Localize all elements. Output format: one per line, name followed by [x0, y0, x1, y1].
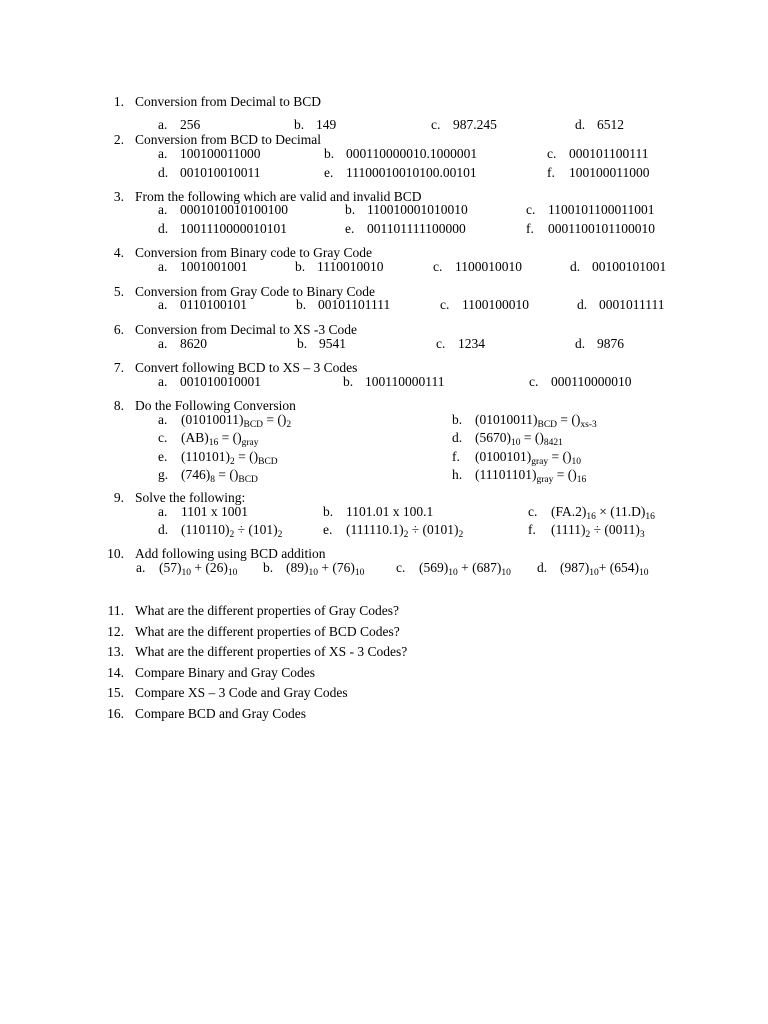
option-label: d. — [158, 165, 169, 180]
expression-text: = () — [520, 430, 544, 445]
question-number: 7. — [113, 360, 124, 375]
expression-subscript: 10 — [227, 568, 238, 578]
expression-text: (11101101) — [475, 467, 537, 482]
option-value: 9541 — [319, 336, 346, 351]
expression-subscript: 8421 — [543, 438, 563, 448]
expression-subscript: 10 — [511, 438, 521, 448]
option-label: a. — [158, 297, 168, 312]
expression-subscript: 2 — [403, 530, 409, 540]
expression-subscript: BCD — [243, 420, 264, 430]
question-number: 3. — [113, 189, 124, 204]
question-number: 13. — [107, 644, 124, 659]
expression-text: (110101) — [181, 449, 230, 464]
question-text: Do the Following Conversion — [135, 398, 296, 413]
expression-subscript: 2 — [585, 530, 591, 540]
option-value: 0001100101100010 — [548, 221, 655, 236]
expression-text: (AB) — [181, 430, 209, 445]
option-value: 1110010010 — [317, 259, 384, 274]
option-value: 000110000010 — [551, 374, 632, 389]
expression-subscript: 2 — [229, 530, 235, 540]
expression-text: (01010011) — [475, 412, 538, 427]
option-value — [181, 431, 259, 446]
expression-text: = () — [234, 449, 259, 464]
expression-text: (FA.2) — [551, 504, 587, 519]
expression-subscript: 8 — [210, 475, 215, 485]
question-text: Conversion from Binary code to Gray Code — [135, 245, 372, 260]
option-value: 1100100010 — [462, 297, 529, 312]
option-value — [181, 505, 248, 519]
expression-text: + (687) — [457, 560, 502, 575]
expression-text: + (26) — [191, 560, 228, 575]
question-number: 11. — [107, 603, 124, 618]
option-value: 100100011000 — [569, 165, 650, 180]
option-label: a. — [158, 259, 168, 274]
question-number: 4. — [113, 245, 124, 260]
question-text: Conversion from Decimal to BCD — [135, 94, 321, 109]
option-value: 8620 — [180, 336, 207, 351]
option-label: b. — [345, 202, 356, 217]
option-label: b. — [297, 336, 308, 351]
question-text: Conversion from Gray Code to Binary Code — [135, 284, 375, 299]
expression-text: (746) — [181, 467, 211, 482]
option-value: 1100101100011001 — [548, 202, 655, 217]
option-label: d. — [575, 336, 586, 351]
option-value: 001010010001 — [180, 374, 261, 389]
expression-text: (89) — [286, 560, 309, 575]
option-value: 11100010010100.00101 — [346, 165, 477, 180]
option-value: 987.245 — [453, 117, 497, 132]
option-value: 0110100101 — [180, 297, 247, 312]
option-value: 001101111100000 — [367, 221, 466, 236]
question-text: What are the different properties of XS - 3 Codes? — [135, 644, 408, 659]
option-value: 6512 — [597, 117, 624, 132]
option-label: c. — [396, 560, 406, 575]
expression-subscript: BCD — [238, 475, 258, 485]
question-text: What are the different properties of BCD Codes? — [135, 624, 400, 639]
question-number: 8. — [113, 398, 124, 413]
expression-subscript: gray — [241, 438, 259, 448]
expression-text: = () — [553, 467, 577, 482]
option-value: 110010001010010 — [367, 202, 468, 217]
option-label: f. — [528, 522, 536, 537]
expression-subscript: 10 — [501, 568, 511, 578]
question-number: 14. — [107, 665, 124, 680]
option-label: g. — [158, 467, 169, 482]
expression-text: = () — [215, 467, 239, 482]
option-label: a. — [158, 336, 168, 351]
expression-text: (01010011) — [181, 412, 244, 427]
option-label: c. — [440, 297, 450, 312]
expression-subscript: 10 — [354, 568, 365, 578]
option-label: a. — [158, 504, 168, 519]
expression-text: (110110) — [181, 522, 230, 537]
option-label: d. — [537, 560, 548, 575]
option-label: d. — [570, 259, 581, 274]
expression-text: ÷ (0101) — [408, 522, 459, 537]
expression-subscript: BCD — [537, 420, 558, 430]
expression-text: (57) — [159, 560, 182, 575]
option-value — [286, 561, 364, 576]
option-value — [346, 523, 463, 538]
option-label: d. — [158, 522, 169, 537]
expression-subscript: 2 — [277, 530, 283, 540]
option-label: e. — [324, 165, 334, 180]
expression-subscript: 10 — [589, 568, 599, 578]
question-text: What are the different properties of Gray Codes? — [135, 603, 400, 618]
option-value — [159, 561, 237, 576]
expression-subscript: 10 — [181, 568, 191, 578]
option-value — [419, 561, 511, 576]
option-label: c. — [529, 374, 539, 389]
option-value — [181, 523, 282, 538]
option-value — [475, 468, 586, 483]
option-value — [181, 413, 291, 428]
option-value: 1001001001 — [180, 259, 248, 274]
expression-subscript: 10 — [448, 568, 458, 578]
option-label: c. — [158, 430, 168, 445]
expression-text: (1111) — [551, 522, 586, 537]
question-text: Convert following BCD to XS – 3 Codes — [135, 360, 358, 375]
expression-text: + (654) — [598, 560, 639, 575]
question-number: 10. — [107, 546, 124, 561]
question-number: 16. — [107, 706, 124, 721]
option-label: d. — [575, 117, 586, 132]
option-value — [551, 523, 645, 538]
option-value: 100100011000 — [180, 146, 261, 161]
option-value: 100110000111 — [365, 374, 445, 389]
option-value: 00100101001 — [592, 259, 667, 274]
option-value — [560, 561, 648, 576]
option-label: a. — [158, 117, 168, 132]
question-text: Conversion from BCD to Decimal — [135, 132, 321, 147]
expression-text: (0100101) — [475, 449, 532, 464]
expression-subscript: 16 — [586, 512, 596, 522]
expression-text: 1101 x 1001 — [181, 504, 248, 519]
option-label: f. — [526, 221, 534, 236]
question-number: 12. — [107, 624, 124, 639]
expression-subscript: 2 — [286, 420, 292, 430]
option-value: 000110000010.1000001 — [346, 146, 478, 161]
option-value — [475, 413, 597, 428]
question-number: 2. — [113, 132, 124, 147]
expression-text: × (11.D) — [595, 504, 646, 519]
expression-subscript: 10 — [638, 568, 649, 578]
option-value: 000101100111 — [569, 146, 649, 161]
option-label: d. — [452, 430, 463, 445]
option-value: 0001011111 — [599, 297, 665, 312]
question-text: Conversion from Decimal to XS -3 Code — [135, 322, 357, 337]
expression-text: (5670) — [475, 430, 511, 445]
expression-text: + (76) — [318, 560, 355, 575]
expression-subscript: gray — [536, 475, 554, 485]
option-label: c. — [526, 202, 536, 217]
expression-text: = () — [263, 412, 287, 427]
expression-subscript: 16 — [208, 438, 219, 448]
option-label: d. — [577, 297, 588, 312]
expression-text: ÷ (101) — [234, 522, 278, 537]
expression-subscript: 2 — [458, 530, 464, 540]
expression-subscript: BCD — [258, 457, 278, 467]
option-label: a. — [158, 412, 168, 427]
option-value: 1001110000010101 — [180, 221, 287, 236]
option-label: f. — [547, 165, 555, 180]
option-value: 0001010010100100 — [180, 202, 288, 217]
option-value: 001010010011 — [180, 165, 261, 180]
option-label: e. — [345, 221, 355, 236]
expression-subscript: 2 — [230, 457, 235, 467]
expression-text: (987) — [560, 560, 590, 575]
option-label: a. — [136, 560, 146, 575]
expression-subscript: 16 — [576, 475, 587, 485]
option-value — [181, 450, 278, 465]
option-label: b. — [452, 412, 463, 427]
option-label: c. — [547, 146, 557, 161]
option-label: b. — [263, 560, 274, 575]
option-value: 00101101111 — [318, 297, 391, 312]
expression-text: (111110.1) — [346, 522, 404, 537]
option-label: c. — [433, 259, 443, 274]
option-label: a. — [158, 202, 168, 217]
expression-subscript: 16 — [645, 512, 655, 522]
question-text: Compare XS – 3 Code and Gray Codes — [135, 685, 348, 700]
expression-text: ÷ (0011) — [590, 522, 640, 537]
question-number: 15. — [107, 685, 124, 700]
option-label: b. — [343, 374, 354, 389]
expression-text: (569) — [419, 560, 449, 575]
question-text: Solve the following: — [135, 490, 246, 505]
option-label: b. — [323, 504, 334, 519]
expression-subscript: 10 — [308, 568, 318, 578]
option-label: c. — [436, 336, 446, 351]
option-value: 9876 — [597, 336, 624, 351]
option-value — [475, 431, 563, 446]
option-value — [475, 450, 581, 465]
question-text: Add following using BCD addition — [135, 546, 326, 561]
option-label: h. — [452, 467, 463, 482]
option-label: b. — [324, 146, 335, 161]
option-label: c. — [431, 117, 441, 132]
option-label: c. — [528, 504, 538, 519]
option-label: b. — [294, 117, 305, 132]
option-value: 1234 — [458, 336, 485, 351]
expression-text: = () — [548, 449, 572, 464]
option-label: b. — [295, 259, 306, 274]
question-text: From the following which are valid and invalid BCD — [135, 189, 422, 204]
option-label: b. — [296, 297, 307, 312]
option-value: 256 — [180, 117, 201, 132]
question-number: 9. — [113, 490, 124, 505]
expression-subscript: gray — [531, 457, 549, 467]
question-text: Compare BCD and Gray Codes — [135, 706, 306, 721]
expression-subscript: 3 — [639, 530, 645, 540]
option-label: e. — [323, 522, 333, 537]
expression-subscript: 10 — [571, 457, 581, 467]
question-number: 5. — [113, 284, 124, 299]
question-number: 6. — [113, 322, 124, 337]
option-label: d. — [158, 221, 169, 236]
expression-text: = () — [218, 430, 242, 445]
option-value — [346, 505, 433, 519]
question-number: 1. — [113, 94, 124, 109]
expression-subscript: xs-3 — [580, 420, 597, 430]
option-value: 149 — [316, 117, 337, 132]
option-label: e. — [158, 449, 168, 464]
option-value — [181, 468, 258, 483]
expression-text: = () — [557, 412, 581, 427]
option-value: 1100010010 — [455, 259, 522, 274]
question-text: Compare Binary and Gray Codes — [135, 665, 315, 680]
expression-text: 1101.01 x 100.1 — [346, 504, 434, 519]
option-label: a. — [158, 374, 168, 389]
option-label: a. — [158, 146, 168, 161]
option-label: f. — [452, 449, 460, 464]
option-value — [551, 505, 655, 520]
